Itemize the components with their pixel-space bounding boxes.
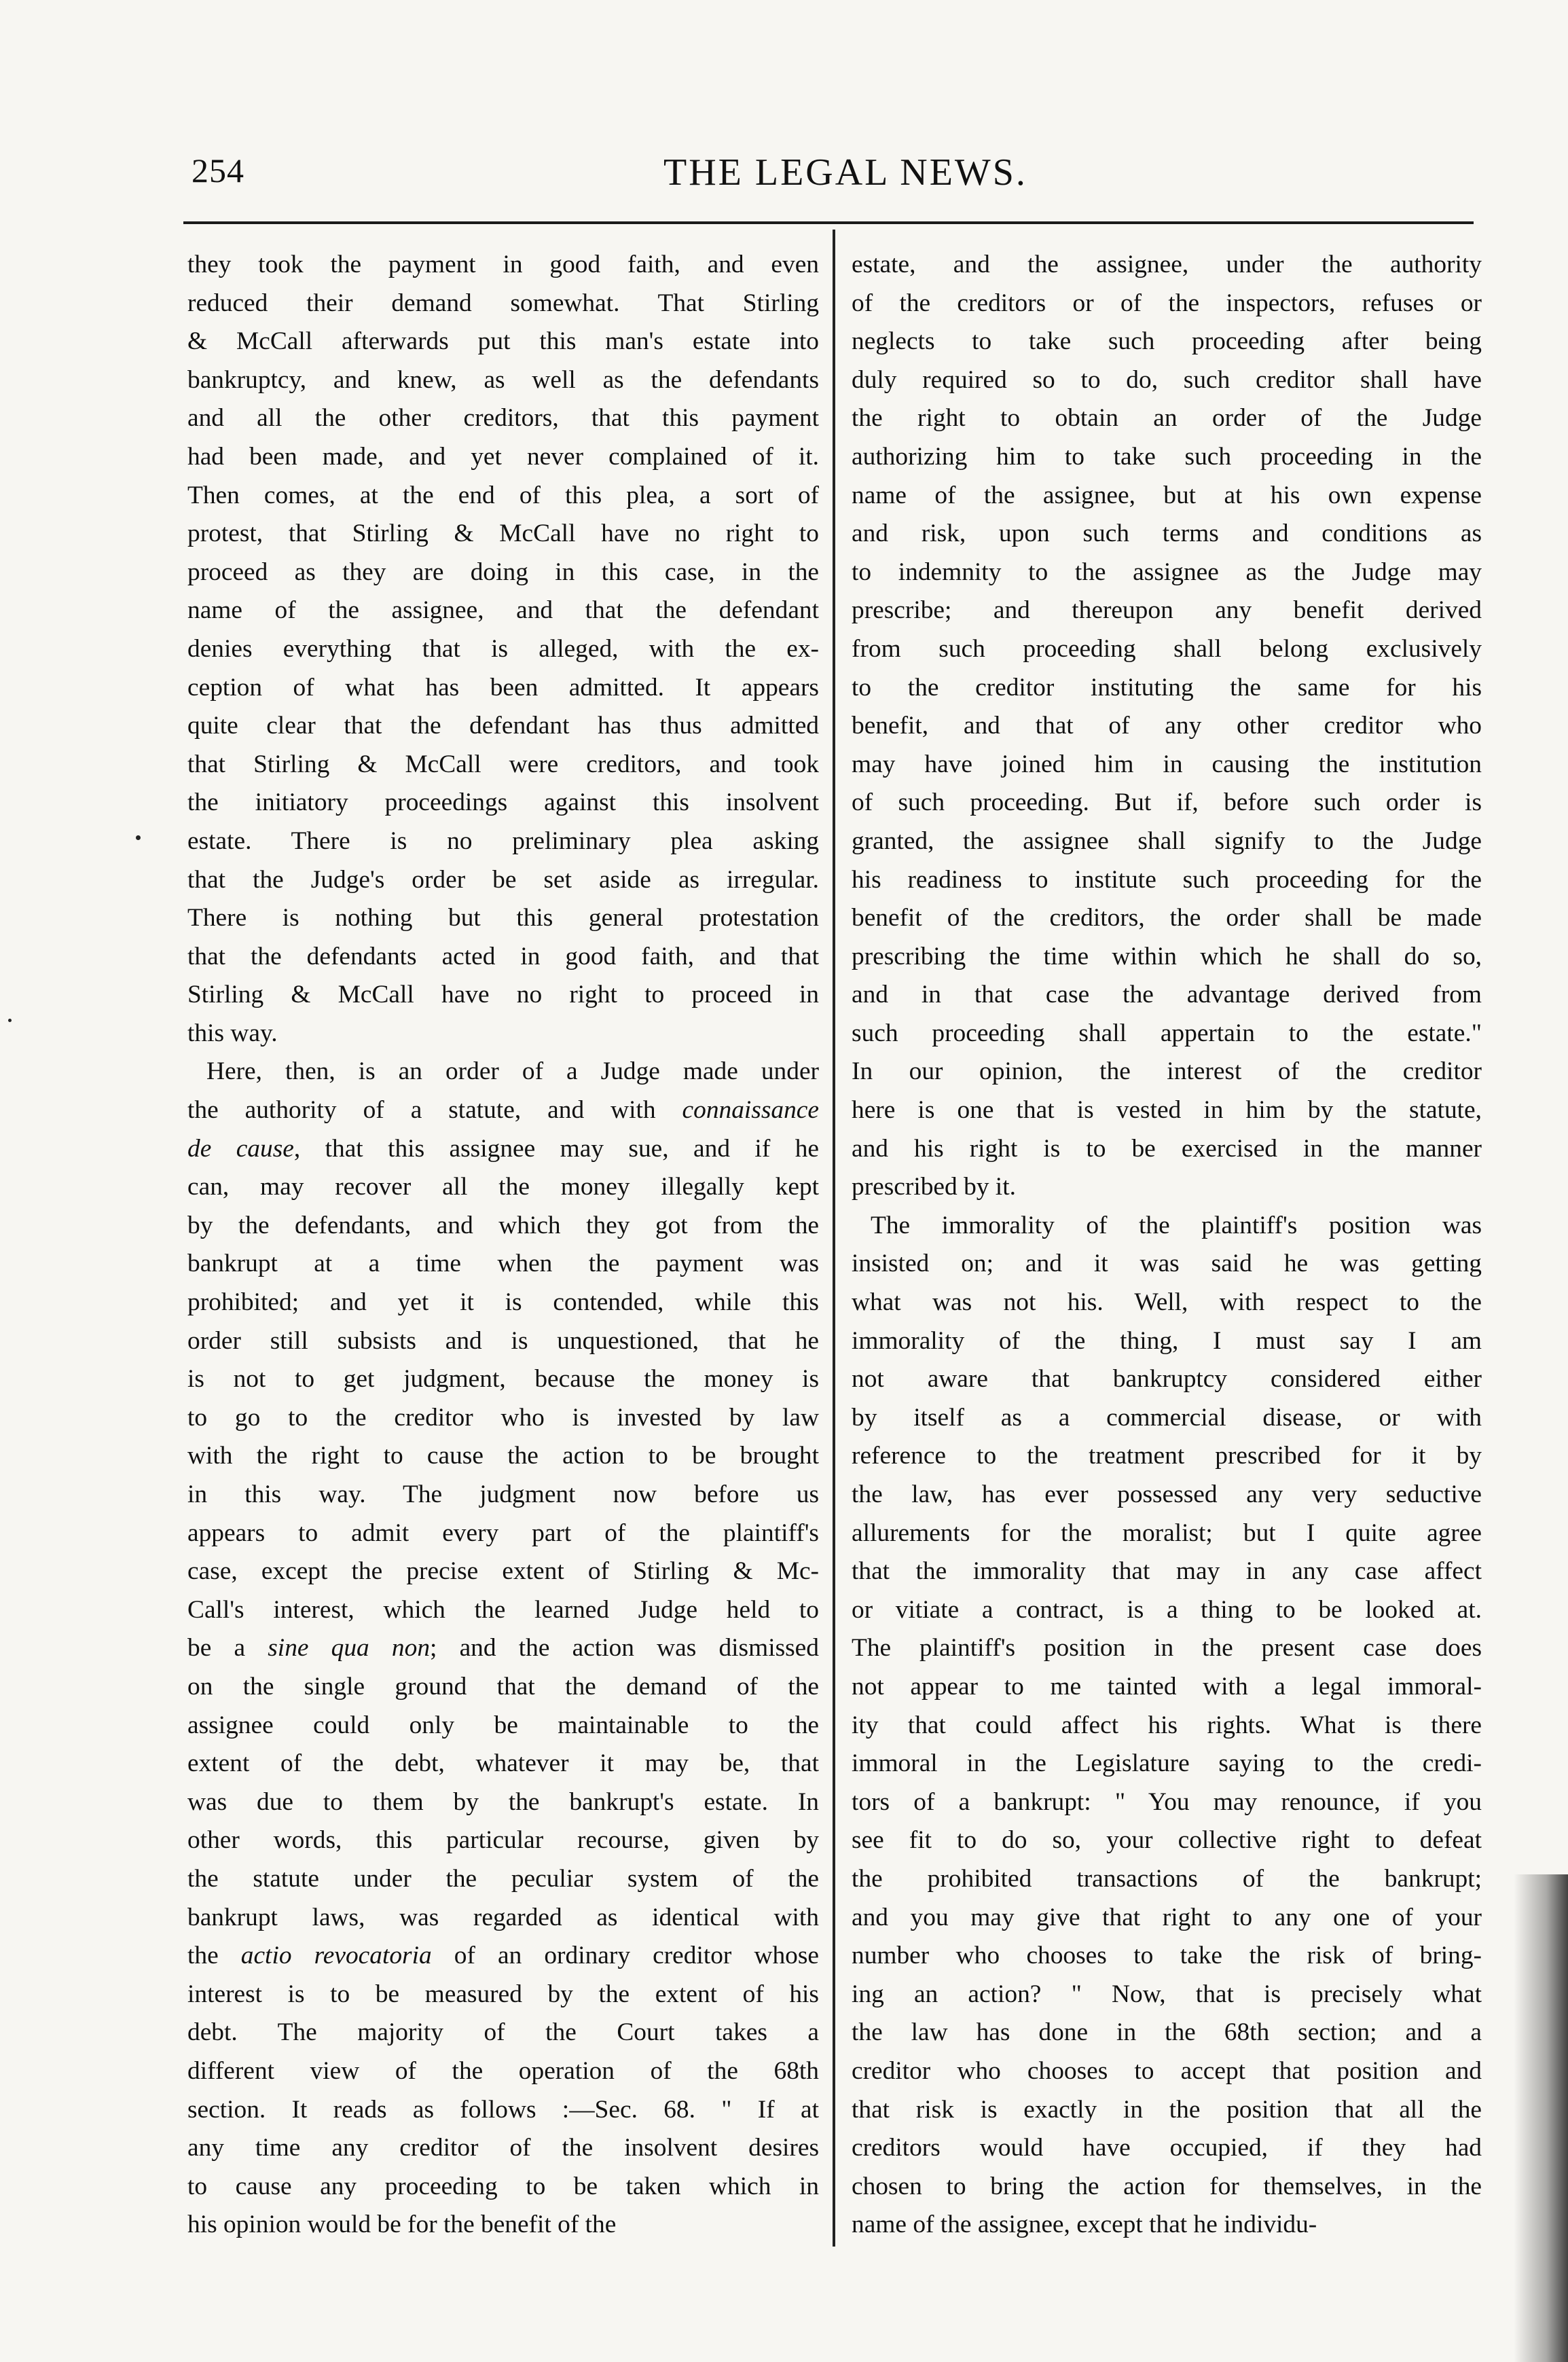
scan-edge-shadow: [1514, 1874, 1568, 2362]
text-line: what was not his. Well, with respect to the: [852, 1288, 1482, 1317]
text-line: allurements for the moralist; but I quite agree: [852, 1519, 1482, 1547]
text-line: the statute under the peculiar system of the: [187, 1864, 819, 1893]
text-line: the law has done in the 68th section; and a: [852, 2018, 1482, 2047]
text-line: on the single ground that the demand of the: [187, 1672, 819, 1701]
text-line: authorizing him to take such proceeding in the: [852, 442, 1482, 471]
text-line: this way.: [187, 1019, 278, 1047]
text-line: ing an action? " Now, that is precisely what: [852, 1980, 1482, 2008]
text-line: prohibited; and yet it is contended, while this: [187, 1288, 819, 1317]
text-line: denies everything that is alleged, with the ex-: [187, 634, 819, 663]
text-line: benefit of the creditors, the order shall be made: [852, 904, 1482, 932]
text-line: extent of the debt, whatever it may be, that: [187, 1749, 819, 1778]
text-line: the authority of a statute, and with connaissance: [187, 1096, 819, 1125]
text-line: from such proceeding shall belong exclusively: [852, 634, 1482, 663]
text-line: Call's interest, which the learned Judge held to: [187, 1595, 819, 1624]
text-line: to the creditor instituting the same for his: [852, 673, 1482, 702]
text-line: not aware that bankruptcy considered either: [852, 1365, 1482, 1394]
text-line: case, except the precise extent of Stirling & Mc-: [187, 1557, 819, 1586]
text-line: to go to the creditor who is invested by law: [187, 1403, 819, 1432]
text-line: prescribe; and thereupon any benefit derived: [852, 596, 1482, 625]
text-line: creditor who chooses to accept that position and: [852, 2056, 1482, 2085]
text-line: here is one that is vested in him by the statute,: [852, 1096, 1482, 1125]
text-line: that the Judge's order be set aside as irregular.: [187, 865, 819, 894]
text-line: de cause, that this assignee may sue, and if he: [187, 1134, 819, 1163]
page-number: 254: [192, 151, 244, 189]
text-line: to cause any proceeding to be taken which in: [187, 2172, 819, 2200]
italic-phrase: sine qua non: [268, 1634, 431, 1663]
text-line: interest is to be measured by the extent of his: [187, 1980, 819, 2008]
text-line: creditors would have occupied, if they had: [852, 2134, 1482, 2162]
text-line: immorality of the thing, I must say I am: [852, 1326, 1482, 1355]
italic-phrase: connaissance: [682, 1096, 819, 1125]
page-header: [192, 151, 1468, 198]
text-line: had been made, and yet never complained of it.: [187, 442, 819, 471]
text-line: with the right to cause the action to be brought: [187, 1442, 819, 1470]
text-line: was due to them by the bankrupt's estate. In: [187, 1787, 819, 1816]
text-line: duly required so to do, such creditor shall have: [852, 365, 1482, 394]
text-line: The immorality of the plaintiff's position was: [871, 1211, 1482, 1239]
text-line: ception of what has been admitted. It appears: [187, 673, 819, 702]
text-line: appears to admit every part of the plaintiff's: [187, 1519, 819, 1547]
text-line: the law, has ever possessed any very seductive: [852, 1480, 1482, 1508]
text-line: the right to obtain an order of the Judge: [852, 404, 1482, 433]
text-line: & McCall afterwards put this man's estate into: [187, 327, 819, 356]
text-line: number who chooses to take the risk of bring-: [852, 1942, 1482, 1970]
text-line: the actio revocatoria of an ordinary creditor whose: [187, 1942, 819, 1970]
text-line: any time any creditor of the insolvent desires: [187, 2134, 819, 2162]
text-line: and his right is to be exercised in the manner: [852, 1134, 1482, 1163]
text-line: his opinion would be for the benefit of the: [187, 2211, 617, 2239]
text-line: by itself as a commercial disease, or with: [852, 1403, 1482, 1432]
text-line: The plaintiff's position in the present case does: [852, 1634, 1482, 1663]
text-line: of the creditors or of the inspectors, refuses or: [852, 289, 1482, 317]
text-line: of such proceeding. But if, before such order is: [852, 788, 1482, 817]
text-line: in this way. The judgment now before us: [187, 1480, 819, 1508]
text-line: to indemnity to the assignee as the Judge may: [852, 558, 1482, 586]
text-line: proceed as they are doing in this case, in the: [187, 558, 819, 586]
text-line: name of the assignee, except that he individu-: [852, 2211, 1317, 2239]
text-line: granted, the assignee shall signify to the Judge: [852, 826, 1482, 855]
text-line: they took the payment in good faith, and even: [187, 251, 819, 278]
italic-phrase: actio revocatoria: [240, 1942, 432, 1970]
text-line: other words, this particular recourse, given by: [187, 1826, 819, 1855]
right-column: [852, 246, 1482, 2245]
text-line: by the defendants, and which they got from the: [187, 1211, 819, 1239]
text-line: immoral in the Legislature saying to the credi-: [852, 1749, 1482, 1778]
text-line: chosen to bring the action for themselves, in the: [852, 2172, 1482, 2200]
text-line: Stirling & McCall have no right to proceed in: [187, 981, 819, 1009]
text-line: debt. The majority of the Court takes a: [187, 2018, 819, 2047]
text-line: bankruptcy, and knew, as well as the defendants: [187, 365, 819, 394]
text-line: benefit, and that of any other creditor who: [852, 712, 1482, 740]
text-line: and you may give that right to any one of your: [852, 1903, 1482, 1931]
left-column: [187, 246, 819, 2245]
ink-speck: [8, 1019, 12, 1022]
text-line: is not to get judgment, because the money is: [187, 1365, 819, 1394]
italic-phrase: de cause: [187, 1134, 294, 1163]
text-line: the initiatory proceedings against this insolvent: [187, 788, 819, 817]
text-line: and all the other creditors, that this payment: [187, 404, 819, 433]
text-line: section. It reads as follows :—Sec. 68. " If at: [187, 2095, 819, 2124]
text-line: reduced their demand somewhat. That Stirling: [187, 289, 819, 317]
text-line: tors of a bankrupt: " You may renounce, if you: [852, 1787, 1482, 1816]
text-line: name of the assignee, but at his own expense: [852, 481, 1482, 509]
text-line: and risk, upon such terms and conditions as: [852, 520, 1482, 548]
text-line: reference to the treatment prescribed for it by: [852, 1442, 1482, 1470]
text-line: protest, that Stirling & McCall have no right to: [187, 520, 819, 548]
text-line: quite clear that the defendant has thus admitted: [187, 712, 819, 740]
text-line: different view of the operation of the 68th: [187, 2056, 819, 2085]
text-line: and in that case the advantage derived from: [852, 981, 1482, 1009]
text-line: the prohibited transactions of the bankrupt;: [852, 1864, 1482, 1893]
text-line: In our opinion, the interest of the creditor: [852, 1057, 1482, 1086]
text-line: his readiness to institute such proceeding for the: [852, 865, 1482, 894]
text-line: estate. There is no preliminary plea asking: [187, 826, 819, 855]
journal-title: THE LEGAL NEWS.: [663, 151, 1027, 194]
text-line: such proceeding shall appertain to the estate.": [852, 1019, 1482, 1047]
text-line: bankrupt laws, was regarded as identical with: [187, 1903, 819, 1931]
text-line: Then comes, at the end of this plea, a sort of: [187, 481, 819, 509]
text-line: or vitiate a contract, is a thing to be looked at.: [852, 1595, 1482, 1624]
text-line: There is nothing but this general protestation: [187, 904, 819, 932]
text-line: ity that could affect his rights. What is there: [852, 1711, 1482, 1739]
text-line: may have joined him in causing the institution: [852, 750, 1482, 778]
ink-speck: [136, 835, 141, 840]
text-line: that the immorality that may in any case affect: [852, 1557, 1482, 1586]
text-line: that Stirling & McCall were creditors, and took: [187, 750, 819, 778]
text-line: assignee could only be maintainable to the: [187, 1711, 819, 1739]
text-line: can, may recover all the money illegally kept: [187, 1173, 819, 1201]
text-line: insisted on; and it was said he was getting: [852, 1250, 1482, 1278]
header-rule: [183, 221, 1474, 224]
text-line: name of the assignee, and that the defendant: [187, 596, 819, 625]
text-line: neglects to take such proceeding after being: [852, 327, 1482, 356]
text-line: prescribing the time within which he shall do so,: [852, 942, 1482, 970]
text-line: that risk is exactly in the position that all the: [852, 2095, 1482, 2124]
column-divider: [833, 230, 835, 2247]
text-line: see fit to do so, your collective right to defeat: [852, 1826, 1482, 1855]
text-line: not appear to me tainted with a legal immoral-: [852, 1672, 1482, 1701]
text-line: estate, and the assignee, under the authority: [852, 251, 1482, 278]
text-line: order still subsists and is unquestioned, that he: [187, 1326, 819, 1355]
text-line: Here, then, is an order of a Judge made under: [206, 1057, 819, 1086]
text-line: be a sine qua non; and the action was dismissed: [187, 1634, 819, 1663]
text-line: prescribed by it.: [852, 1173, 1016, 1201]
text-line: bankrupt at a time when the payment was: [187, 1250, 819, 1278]
text-line: that the defendants acted in good faith, and that: [187, 942, 819, 970]
